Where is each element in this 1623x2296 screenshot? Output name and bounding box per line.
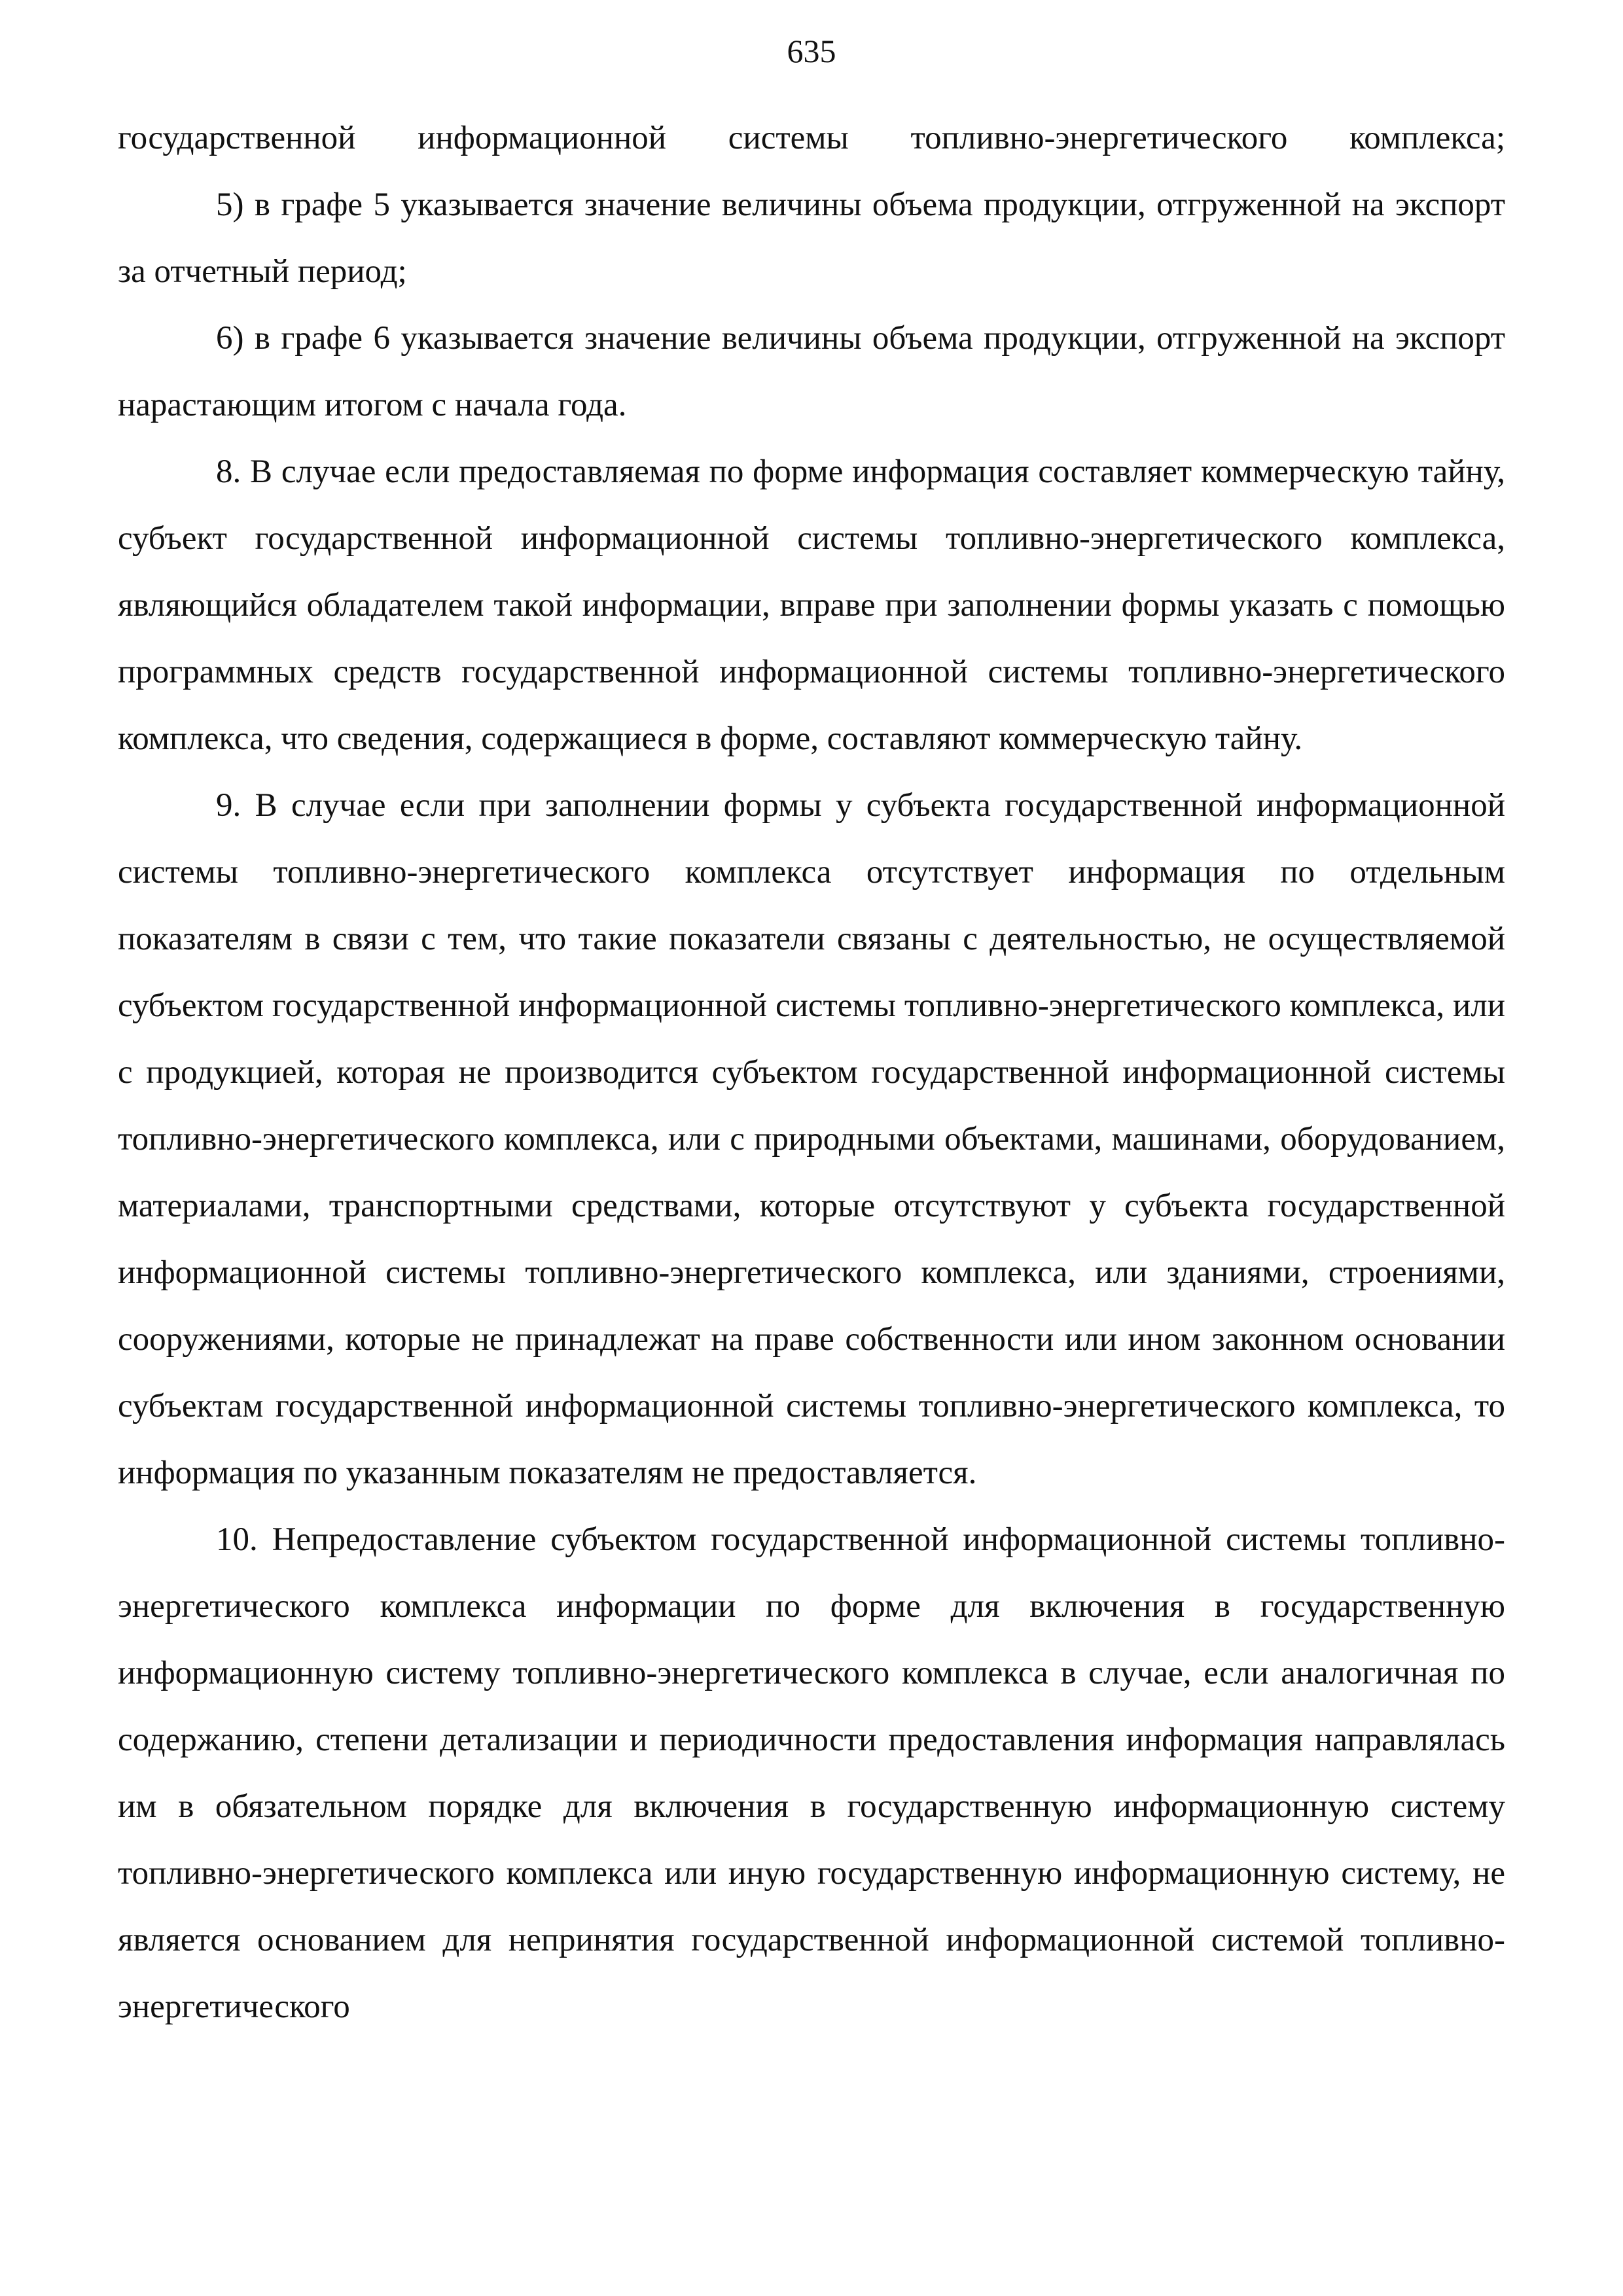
paragraph-clause-9: 9. В случае если при заполнении формы у субъекта государственной информационной системы топливно-энергетического комплекса отсутствует информация по отдельным показателям в связи с тем, что такие показатели связаны с деятельностью, не осуществляемой субъектом государственной информационной системы топливно-энергетического комплекса, или с продукцией, которая не производится субъектом государственной информационной системы топливно-энергетического комплекса, или с природными объектами, машинами, оборудованием, материалами, транспортными средствами, которые отсутствуют у субъекта государственной информационной системы топливно-энергетического комплекса, или зданиями, строениями, сооружениями, которые не принадлежат на праве собственности или ином законном основании субъектам государственной информационной системы топливно-энергетического комплекса, то информация по указанным показателям не предоставляется. xyxy=(118,787,1505,1491)
paragraph-continuation: государственной информационной системы топливно-энергетического комплекса; xyxy=(118,120,1505,156)
paragraph-clause-8: 8. В случае если предоставляемая по форме информация составляет коммерческую тайну, субъект государственной информационной системы топливно-энергетического комплекса, являющийся обладателем такой информации, вправе при заполнении формы указать с помощью программных средств государственной информационной системы топливно-энергетического комплекса, что сведения, содержащиеся в форме, составляют коммерческую тайну. xyxy=(118,453,1505,757)
paragraph-clause-10: 10. Непредоставление субъектом государственной информационной системы топливно-энергетического комплекса информации по форме для включения в государственную информационную систему топливно-энергетического комплекса в случае, если аналогичная по содержанию, степени детализации и периодичности предоставления информация направлялась им в обязательном порядке для включения в государственную информационную систему топливно-энергетического комплекса или иную государственную информационную систему, не является основанием для непринятия государственной информационной системой топливно-энергетического xyxy=(118,1521,1505,2025)
page-number: 635 xyxy=(787,33,836,69)
document-body xyxy=(118,105,1505,2040)
paragraph-item-5: 5) в графе 5 указывается значение величины объема продукции, отгруженной на экспорт за отчетный период; xyxy=(118,186,1505,290)
paragraph-item-6: 6) в графе 6 указывается значение величины объема продукции, отгруженной на экспорт нарастающим итогом с начала года. xyxy=(118,320,1505,423)
